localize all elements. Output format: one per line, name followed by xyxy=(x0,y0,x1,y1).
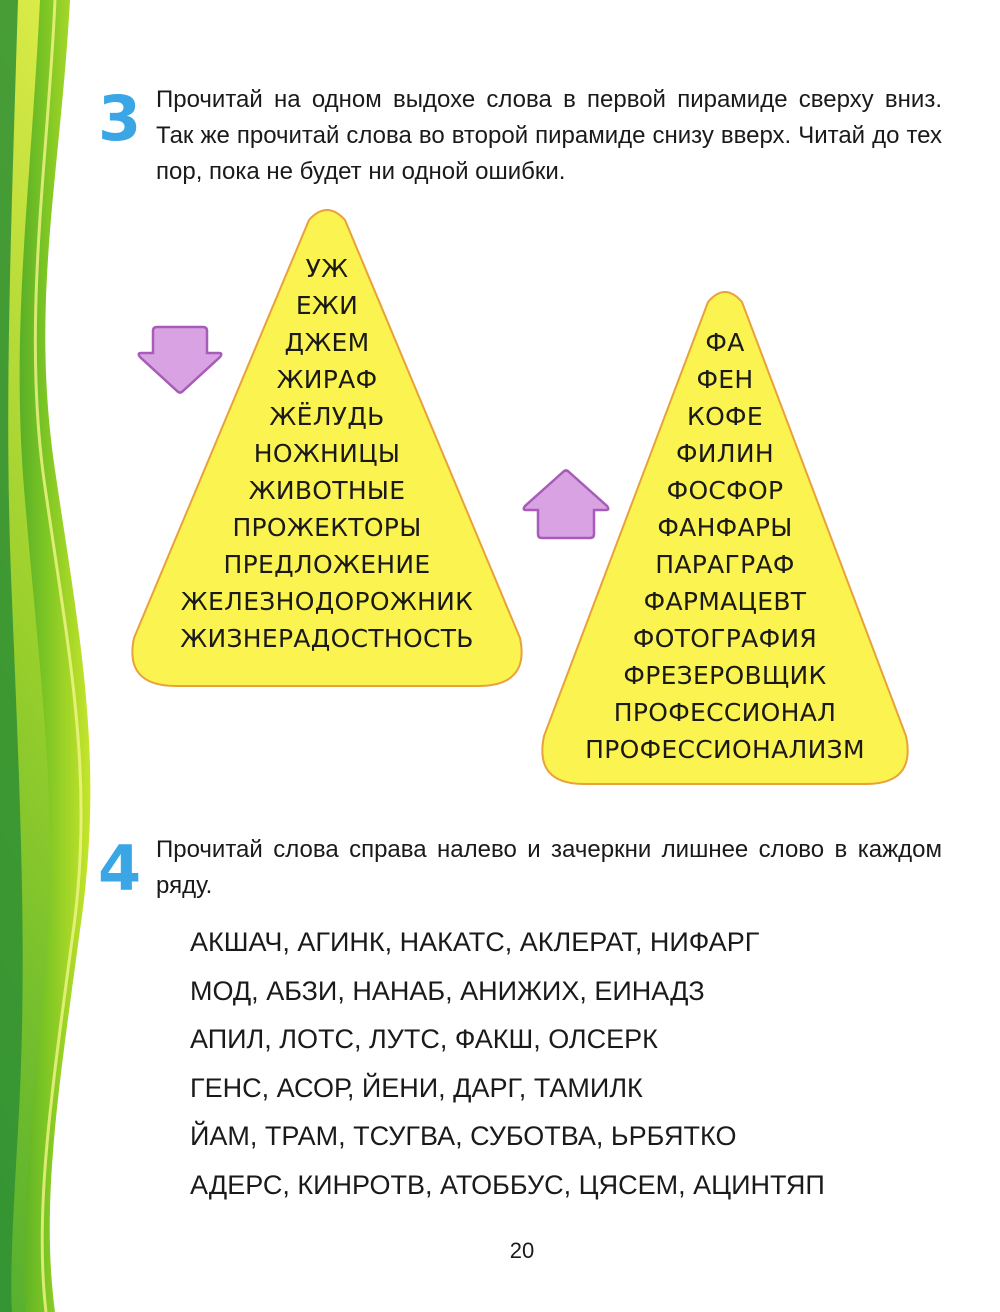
pyramid-word: ФИЛИН xyxy=(675,439,775,468)
pyramid-word: ДЖЕМ xyxy=(284,328,370,357)
pyramid-word: ЖИВОТНЫЕ xyxy=(248,476,406,505)
pyramid-word: ФАНФАРЫ xyxy=(657,513,793,542)
page-number: 20 xyxy=(509,1238,535,1263)
pyramid-word: ПРЕДЛОЖЕНИЕ xyxy=(223,550,431,579)
task-4-instruction: Прочитай слова справа налево и зачеркни лишнее слово в каждом ряду. xyxy=(156,836,942,899)
task-3-number: 3 xyxy=(98,82,142,155)
word-row: ГЕНС, АСОР, ЙЕНИ, ДАРГ, ТАМИЛК xyxy=(190,1072,643,1103)
pyramid-word: ФАРМАЦЕВТ xyxy=(643,587,807,616)
pyramid-word: ЖИРАФ xyxy=(276,365,378,394)
left-pyramid-words xyxy=(128,250,526,657)
word-rows xyxy=(190,918,825,1209)
pyramid-word: ПРОЖЕКТОРЫ xyxy=(232,513,422,542)
word-row: АДЕРС, КИНРОТВ, АТОББУС, ЦЯСЕМ, АЦИНТЯП xyxy=(190,1169,825,1200)
pyramid-word: ЕЖИ xyxy=(295,291,359,320)
word-row: АКШАЧ, АГИНК, НАКАТС, АКЛЕРАТ, НИФАРГ xyxy=(190,927,760,957)
task-4-number: 4 xyxy=(98,832,142,905)
pyramid-word: УЖ xyxy=(305,254,349,283)
pyramid-word: ФОСФОР xyxy=(666,476,784,505)
pyramid-word: ФЕН xyxy=(696,365,754,394)
pyramid-word: ФА xyxy=(705,328,745,357)
task-3-instruction: Прочитай на одном выдохе слова в первой пирамиде сверху вниз. Так же прочитай слова во второй пирамиде снизу вверх. Читай до тех пор, пока не будет ни одной ошибки. xyxy=(156,86,942,185)
pyramid-word: ПРОФЕССИОНАЛ xyxy=(613,698,837,727)
pyramid-word: ЖЕЛЕЗНОДОРОЖНИК xyxy=(180,587,474,616)
pyramid-word: ЖЁЛУДЬ xyxy=(269,402,385,431)
right-pyramid-words xyxy=(538,324,912,768)
pyramid-word: ФРЕЗЕРОВЩИК xyxy=(623,661,827,690)
decorative-green-border xyxy=(0,0,120,1312)
word-row: МОД, АБЗИ, НАНАБ, АНИЖИХ, ЕИНАДЗ xyxy=(190,975,705,1006)
pyramid-word: ЖИЗНЕРАДОСТНОСТЬ xyxy=(180,624,474,653)
arrow-down-icon xyxy=(135,323,225,395)
word-row: ЙАМ, ТРАМ, ТСУГВА, СУБОТВА, ЬРБЯТКО xyxy=(190,1121,737,1151)
arrow-up-icon xyxy=(520,466,612,542)
pyramid-word: НОЖНИЦЫ xyxy=(253,439,401,468)
pyramid-word: КОФЕ xyxy=(687,402,763,431)
pyramid-word: ФОТОГРАФИЯ xyxy=(632,624,818,653)
pyramid-word: ПРОФЕССИОНАЛИЗМ xyxy=(585,735,865,764)
pyramid-word: ПАРАГРАФ xyxy=(655,550,795,579)
word-row: АПИЛ, ЛОТС, ЛУТС, ФАКШ, ОЛСЕРК xyxy=(190,1024,658,1054)
